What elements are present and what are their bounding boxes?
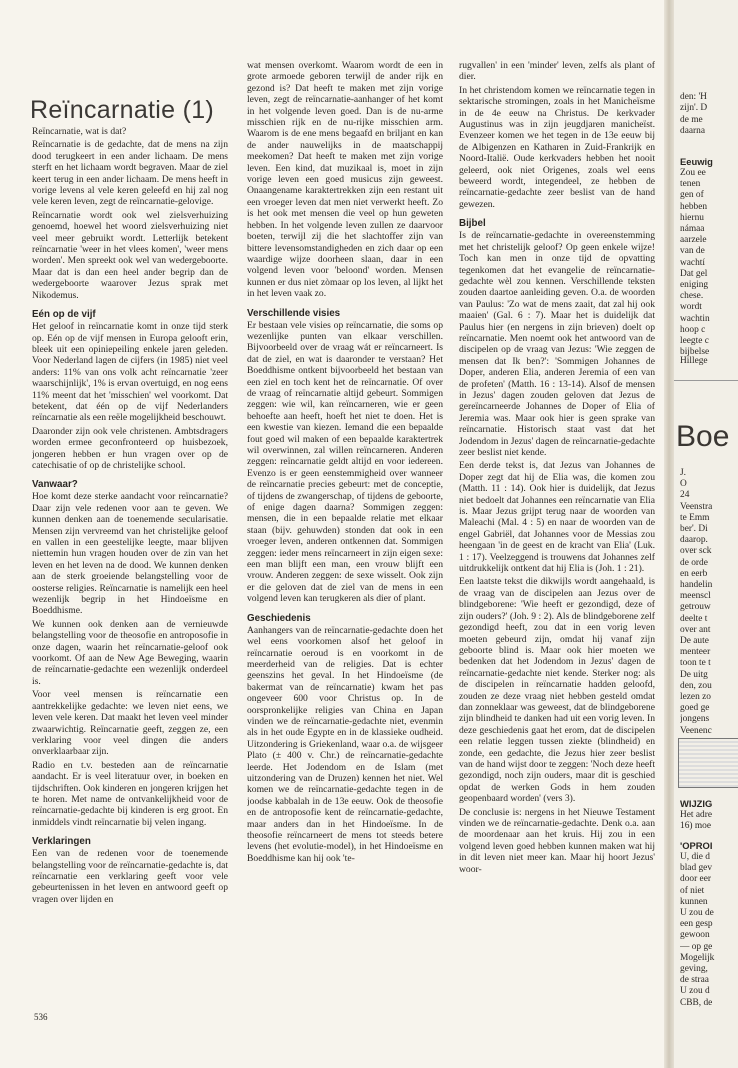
paragraph: Reïncarnatie, wat is dat?: [32, 126, 127, 137]
facing-text-line: U, die d: [680, 852, 710, 862]
article-title: Reïncarnatie (1): [30, 96, 215, 124]
paragraph: wat mensen overkomt. Waarom wordt de een in grote armoede geboren terwijl de ander rijk en gezond is? Dat heeft te maken met zijn vorige leven, zegt de reïncarnatie-aanhanger of het komt in het volgende leven goed. Dan is de nu-arme misschien rijk en de nu-rijke misschien arm. Waarom is de ene mens begaafd en briljant en kan de ander nauwelijks in de maatschappij meekomen? Dat heeft te maken met zijn vorige leven. Een kind, dat muzikaal is, moet in zijn vorige leven een goed musicus zijn geweest. Onaangename karaktertrekken zijn een restant uit een vroeger leven dat men niet verwerkt heeft. Zo is het ook met mensen die veel op hun geweten hebben. In het volgende leven zullen ze daarvoor boeten, terwijl zij die het slachtoffer zijn van bittere levensomstandigheden en zich daar op een waardige wijze doorheen slaan, daar in een volgend leven voor 'beloond' worden. Mensen kunnen er dus niet zòmaar op los leven, al lijkt het in het leven vaak zo.: [247, 60, 443, 300]
facing-heading-eeuwig: Eeuwig: [680, 156, 713, 167]
facing-text-line: aarzele: [680, 235, 707, 246]
facing-text-line: de orde: [680, 557, 708, 568]
facing-signature: Hillege: [680, 356, 708, 366]
facing-text-line: een gesp: [680, 919, 713, 930]
paragraph: Het geloof in reïncarnatie komt in onze tijd sterk op. Eén op de vijf mensen in Europa gelooft erin, bleek uit een opiniepeiling enkele jaren geleden. Voor Nederland lagen de cijfers (in 1985) niet veel anders: 11% van ons volk acht reïncarnatie 'zeer waarschijnlijk', 1% is ervan overtuigd, en nog eens 11% meent dat het 'misschien' wel voorkomt. Dat betekent, dat één op de vijf Nederlanders reïncarnatie als een reële mogelijkheid beschouwt.: [32, 321, 228, 424]
facing-text-line: CBB, de: [680, 997, 713, 1008]
paragraph: Daaronder zijn ook vele christenen. Ambtsdragers worden ermee geconfronteerd op huisbezoek, jongeren hebben er hun vragen over op de catechisatie of op de christelijke school.: [32, 425, 228, 471]
facing-text-line: blad gev: [680, 863, 713, 874]
facing-text-line: De aute: [680, 636, 709, 646]
facing-text-line: den, zou: [680, 680, 712, 691]
facing-text-line: O: [680, 479, 687, 490]
facing-text-line: door eer: [680, 874, 711, 885]
paragraph: Hoe komt deze sterke aandacht voor reïncarnatie? Daar zijn vele redenen voor aan te geven. We kunnen denken aan de toenemende secularisatie. Mensen zijn vervreemd van het christelijke geloof en vallen in een geestelijke leegte, maar blijven niettemin hun vragen houden over de zin van het leven en het leven na de dood. We kunnen denken aan de sterk groeiende belangstelling voor de oosterse religies. Reïncarnatie is namelijk een heel wezenlijk begrip in het Hindoeïsme en Boeddhisme.: [32, 491, 228, 617]
facing-text-line: wachtí: [680, 257, 705, 268]
facing-text-line: over sck: [680, 546, 712, 557]
facing-text-line: daarna: [680, 126, 705, 137]
facing-text-line: U zou de: [680, 908, 714, 918]
paragraph: Er bestaan vele visies op reïncarnatie, die soms op wezenlijke punten van elkaar verschillen. Bijvoorbeeld over de vraag wát er reïncarneert. Is dat de ziel, en wat is daaronder te verstaan? Het Boeddhisme ontkent bijvoorbeeld het bestaan van een ziel en toch kent het de reïncarnatie. Of over de vraag of reïncarnatie altijd gebeurt. Sommigen zeggen: wie wil, kan reïncarneren, wie er geen behoefte aan heeft, hoeft het niet te doen. Het is een kwestie van kiezen. Iemand die een bepaalde fout goed wil maken of een bepaalde karaktertrek wil overwinnen, zal willen reïncarneren. Anderen zeggen: reïncarnatie geldt altijd en voor iedereen. Evenzo is er geen eenstemmigheid over wanneer de reïncarnatie precies gebeurt: met de conceptie, of tijdens de zwangerschap, of tijdens de geboorte, of enige dagen daarna? Sommigen zeggen: mensen, die in een bepaalde relatie met elkaar staan (bijv. gehuwden) stonden dat ook in een vroeger leven, anderen ontkennen dat. Sommigen zeggen: ieder mens reïncarneert in zijn eigen sexe: een man blijft een man, een vrouw blijft een vrouw. Anderen zeggen: de sexe wisselt. Ook zijn er die geloven dat de ziel van de mens in een volgend leven kan terugkeren als dier of plant.: [247, 319, 443, 605]
facing-text-line: wachtin: [680, 313, 710, 324]
paragraph: We kunnen ook denken aan de vernieuwde belangstelling voor de theosofie en antroposofie in onze dagen, waarin het reïncarnatie-geloof ook voorkomt. Of aan de New Age Beweging, waarin de reïncarnatie-gedachte een wezenlijk onderdeel is.: [32, 618, 228, 687]
facing-text-line: meenscl: [680, 591, 711, 602]
paragraph: De conclusie is: nergens in het Nieuwe Testament vinden we de reïncarnatie-gedachte. Denk o.a. aan de moordenaar aan het kruis. Hij zou in een volgend leven goed hebben kunnen maken wat hij in dit leven niet meer kan. Maar hij hoort Jezus' woor-: [459, 806, 655, 875]
paragraph: Radio en t.v. besteden aan de reïncarnatie aandacht. Er is veel literatuur over, in boeken en tijdschriften. Ook kinderen en jongeren krijgen het te horen. Met name de ontvankelijkheid voor de reïncarnatie-gedachte bij kinderen is erg groot. En inmiddels vindt reïncarnatie bij velen ingang.: [32, 759, 228, 828]
facing-text-line: lezen zo: [680, 692, 711, 702]
facing-text-line: 24: [680, 490, 690, 501]
facing-text-line: toon te t: [680, 658, 711, 669]
facing-text-line: Veenenc: [680, 725, 712, 736]
facing-text-line: Zou ee: [680, 168, 706, 178]
facing-text-line: — op ge: [680, 941, 713, 952]
facing-text-line: en eerb: [680, 568, 708, 579]
page-number: 536: [34, 1012, 48, 1022]
facing-text-line: jongens: [680, 714, 710, 725]
facing-text-line: hebben: [680, 201, 708, 212]
article-column-2: [247, 60, 443, 980]
section-heading: Eén op de vijf: [32, 309, 96, 321]
paragraph: Een derde tekst is, dat Jezus van Johannes de Doper zegt dat hij de Elia was, die komen zou (Matth. 11 : 14). Ook hier is duidelijk, dat Jezus niet bedoelt dat Johannes een reïncarnatie van Elia is. Maar Jezus grijpt terug naar de woorden van Maleachi (Mal. 4 : 5) en naar de woorden van de engel Gabriël, dat Johannes voor de Messias zou heengaan 'in de geest en de kracht van Elia' (Luk. 1 : 17). Veelzeggend is trouwens dat Johannes zelf uitdrukkelijk ontkent dat hij Elia is (Joh. 1 : 21).: [459, 460, 655, 575]
facing-text-line: gewoon: [680, 930, 710, 941]
facing-text-line: námaa: [680, 224, 705, 234]
facing-text-line: Dat gel: [680, 268, 708, 279]
facing-big-heading: Boe: [676, 420, 730, 453]
section-heading: Verklaringen: [32, 836, 91, 848]
facing-text-line: bijbelse: [680, 347, 710, 358]
facing-text-line: kunnen: [680, 896, 708, 907]
facing-text-line: J.: [680, 468, 686, 478]
paragraph: Aanhangers van de reïncarnatie-gedachte doen het wel eens voorkomen alsof het geloof in reïncarnatie oeroud is en voorkomt in de meerderheid van de religies. Dat is echter geenszins het geval. In het Hindoeïsme (de bakermat van de reïncarnatie) kwam het pas ongeveer 600 voor Christus op. In de oorspronkelijke religies van China en Japan vinden we de reïncarnatie-gedachte niet, evenmin als in het oude Egypte en in de klassieke oudheid. Uitzondering is Griekenland, waar o.a. de wijsgeer Plato (± 400 v. Chr.) de reïncarnatie-gedachte leerde. Het Jodendom en de Islam (met uitzondering van de Druzen) kennen het niet. Wel komen we de reïncarnatie-gedachte tegen in de joodse kabbalah in de 13e eeuw. Ook de theosofie en de antroposofie kent de reïncarnatie-gedachte, maar anders dan in het Hindoeïsme. In de theosofie reïncarneert de mens tot steeds betere levens (het evolutie-model), in het Hindoeïsme en Boeddhisme kan hij ook 'te-: [247, 624, 443, 864]
facing-text-line: hoop c: [680, 324, 706, 335]
facing-image-box: [678, 738, 738, 788]
facing-text-line: de straa: [680, 975, 709, 986]
facing-text-line: leegte c: [680, 336, 709, 346]
facing-page-fragment: [674, 0, 738, 1068]
paragraph: Een van de redenen voor de toenemende belangstelling voor de reïncarnatie-gedachte is, dat reïncarnatie een verklaring geeft voor vele gebeurtenissen in het leven en antwoord geeft op vragen over lijden en: [32, 848, 228, 905]
facing-text-line: eniging: [680, 280, 709, 290]
facing-text-line: zijn'. D: [680, 103, 708, 114]
facing-text-line: Mogelijk: [680, 952, 715, 963]
facing-text-line: De uitg: [680, 669, 708, 680]
facing-text-line: menteer: [680, 647, 711, 658]
facing-text-line: U zou d: [680, 986, 710, 997]
paragraph: Voor veel mensen is reïncarnatie een aantrekkelijke gedachte: we leven niet eens, we leven vele keren. Dat maakt het leven veel minder zwaarwichtig. Reïncarnatie geeft, zeggen ze, een verklaring voor veel dingen die anders onverklaarbaar zijn.: [32, 689, 228, 758]
paragraph: Reïncarnatie is de gedachte, dat de mens na zijn dood terugkeert in een ander lichaam. De mens sterft en het lichaam wordt begraven. Maar de ziel keert terug in een ander lichaam. De mens heeft in vorige levens al vele keren geleefd en hij zal nog vele keren leven, zegt de reïncarnatie-gelovige.: [32, 139, 228, 208]
facing-text-line: hiernu: [680, 212, 704, 223]
facing-text-line: Veenstra: [680, 501, 713, 512]
facing-text-line: daarop.: [680, 535, 708, 546]
facing-text-line: te Emm: [680, 512, 710, 523]
article-column-3: [459, 60, 655, 980]
paragraph: Is de reïncarnatie-gedachte in overeenstemming met het christelijk geloof? Op geen enkele wijze! Toch kan men in onze tijd de opvatting tegenkomen dat het evangelie de reïncarnatie-gedachte wèl zou kennen. Verschillende teksten zouden daartoe aanleiding geven. O.a. de woorden van Paulus: 'Zo wat de mens zaait, dat zal hij ook maaien' (Gal. 6 : 7). Maar het is duidelijk dat Paulus hier (en nergens in zijn brieven) doelt op reïncarnatie. Men noemt ook het antwoord van de discipelen op de vraag van Jezus: 'Wie zeggen de mensen dat Ik ben?': 'Sommigen Johannes de Doper, anderen Elia, anderen Jeremia of een van de profeten' (Matth. 16 : 13-14). Alsof de mensen in Jezus' dagen zouden geloven dat Jezus de gereïncarneerde Johannes de Doper of Elia of Jeremia was. Maar ook hier is geen sprake van reïncarnatie. Historisch staat vast dat het Jodendom in Jezus' dagen de reïncarnatie-gedachte zeer beslist niet kende.: [459, 230, 655, 458]
paragraph: Een laatste tekst die dikwijls wordt aangehaald, is de vraag van de discipelen aan Jezus over de blindgeborene: 'Wie heeft er gezondigd, deze of zijn ouders?' (Joh. 9 : 2). Als de blindgeborene zelf gezondigd heeft, zou dat in een vorig leven moeten gebeurd zijn, omdat hij vanaf zijn geboorte blind is. Maar ook hier moeten we bedenken dat het Jodendom in Jezus' dagen de reïncarnatie-gedachte niet kende. Sterker nog: als de discipelen in reïncarnatie hadden geloofd, zouden ze deze vraag niet hebben gesteld omdat dan zonneklaar was geweest, dat de blindgeborene zijn blindheid te danken had uit een vorig leven. In deze geschiedenis gaat het erom, dat de discipelen een relatie leggen tussen ziekte (blindheid) en zonde, een gedachte, die Jezus hier zeer beslist van de hand wijst door te zeggen: 'Noch deze heeft gezondigd, noch zijn ouders, maar dit is geschied opdat de werken Gods in hem zouden geopenbaard worden' (vers 3).: [459, 576, 655, 805]
facing-text-line: deelte t: [680, 613, 708, 624]
paragraph: In het christendom komen we reïncarnatie tegen in sektarische stromingen, zoals in het Manicheïsme in de 4e eeuw na Christus. De kerkvader Augustinus was in zijn jeugdjaren manicheïst. Evenzeer komen we het tegen in de 13e eeuw bij de Albigenzen en Katharen in Zuid-Frankrijk en Noord-Italië. Oude kerkvaders hebben het nooit geleerd, ook niet Origenes, zoals wel eens beweerd wordt, integendeel, ze hebben de reïncarnatie-gedachte zeer beslist van de hand gewezen.: [459, 84, 655, 210]
facing-text-line: of niet: [680, 885, 705, 896]
facing-text-line: over ant: [680, 624, 711, 635]
facing-text-line: den: 'H: [680, 92, 707, 102]
paragraph: Reïncarnatie wordt ook wel zielsverhuizing genoemd, hoewel het woord zielsverhuizing niet veel meer gebruikt wordt. Letterlijk betekent reïncarnatie 'weer in het vlees komen', 'weer mens worden'. Men spreekt ook wel van wedergeboorte. Maar dat is dan een heel ander begrip dan de wedergeboorte waarover Jezus sprak met Nikodemus.: [32, 209, 228, 301]
facing-divider: [674, 380, 738, 381]
facing-text-line: van de: [680, 246, 705, 257]
facing-text-line: goed ge: [680, 703, 710, 714]
section-heading: Vanwaar?: [32, 479, 78, 491]
facing-text-line: tenen: [680, 179, 701, 190]
facing-text-line: wordt: [680, 302, 702, 313]
article-column-1: [32, 126, 228, 1046]
facing-text-line: de me: [680, 114, 703, 125]
section-heading: Bijbel: [459, 218, 486, 230]
section-heading: Verschillende visies: [247, 307, 341, 319]
facing-text-line: Het adre: [680, 810, 713, 820]
facing-text-line: handelin: [680, 580, 713, 590]
facing-text-line: getrouw: [680, 602, 711, 613]
facing-text-line: geving,: [680, 964, 708, 974]
facing-heading-wijzig: WIJZIG: [680, 798, 713, 809]
facing-heading-oproep: 'OPROI: [680, 840, 713, 851]
facing-text-line: ber'. Di: [680, 524, 708, 534]
facing-text-line: gen of: [680, 190, 704, 201]
paragraph: rugvallen' in een 'minder' leven, zelfs als plant of dier.: [459, 60, 655, 83]
facing-text-line: chese.: [680, 291, 704, 302]
facing-text-line: 16) moe: [680, 821, 711, 832]
book-gutter: [664, 0, 674, 1068]
section-heading: Geschiedenis: [247, 612, 311, 624]
